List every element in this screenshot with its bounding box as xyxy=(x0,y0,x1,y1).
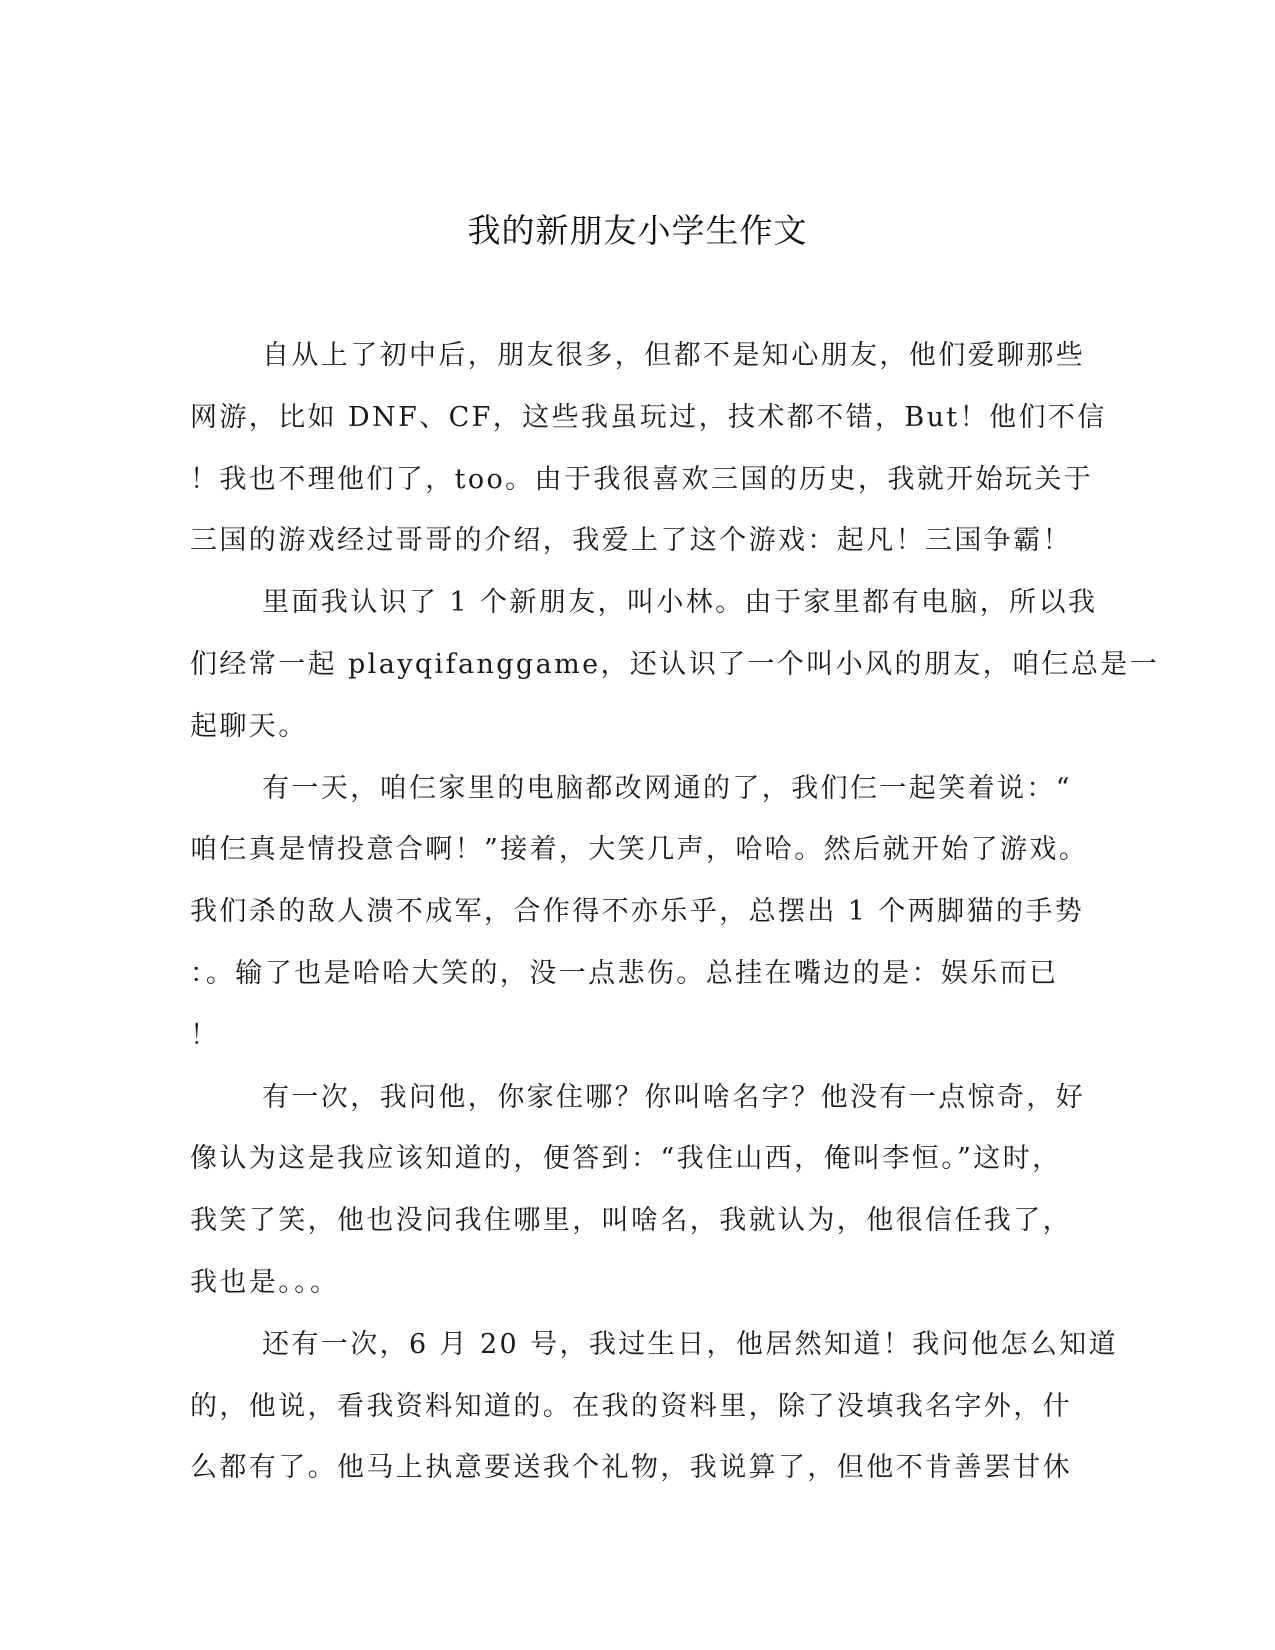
paragraph-line: 么都有了。他马上执意要送我个礼物，我说算了，但他不肯善罢甘休 xyxy=(190,1452,1072,1484)
paragraph-line: 的，他说，看我资料知道的。在我的资料里，除了没填我名字外，什 xyxy=(190,1390,1072,1422)
paragraph-line: 我笑了笑，他也没问我住哪里，叫啥名，我就认为，他很信任我了， xyxy=(190,1205,1072,1237)
paragraph-line: 我们杀的敌人溃不成军，合作得不亦乐乎，总摆出 1 个两脚猫的手势 xyxy=(190,896,1085,928)
paragraph-line: 网游，比如 DNF、CF，这些我虽玩过，技术都不错，But！他们不信 xyxy=(190,401,1107,433)
paragraph-line: 自从上了初中后，朋友很多，但都不是知心朋友，他们爱聊那些 xyxy=(262,340,1086,371)
document-body xyxy=(190,325,1160,1499)
paragraph-line: 我也是。。。 xyxy=(190,1266,340,1298)
paragraph-line: ！我也不理他们了，too。由于我很喜欢三国的历史，我就开始玩关于 xyxy=(190,463,1094,495)
paragraph-line: 还有一次，6 月 20 号，我过生日，他居然知道！我问他怎么知道 xyxy=(262,1328,1119,1360)
paragraph-line: 有一天，咱仨家里的电脑都改网通的了，我们仨一起笑着说：“ xyxy=(262,772,1073,804)
paragraph-line: 里面我认识了 1 个新朋友，叫小林。由于家里都有电脑，所以我 xyxy=(262,587,1098,619)
paragraph-line: 起聊天。 xyxy=(190,710,308,742)
paragraph-line: 有一次，我问他，你家住哪？你叫啥名字？他没有一点惊奇，好 xyxy=(262,1081,1086,1113)
paragraph-line: ！ xyxy=(190,1019,220,1051)
paragraph-line: 三国的游戏经过哥哥的介绍，我爱上了这个游戏：起凡！三国争霸！ xyxy=(190,525,1072,557)
paragraph-line: 们经常一起 playqifanggame，还认识了一个叫小风的朋友，咱仨总是一 xyxy=(190,648,1160,680)
paragraph-line: 咱仨真是情投意合啊！”接着，大笑几声，哈哈。然后就开始了游戏。 xyxy=(190,834,1089,866)
document-title: 我的新朋友小学生作文 xyxy=(467,211,808,250)
paragraph-line: 像认为这是我应该知道的，便答到：“我住山西，俺叫李恒。”这时， xyxy=(190,1143,1062,1175)
paragraph-line: ：。输了也是哈哈大笑的，没一点悲伤。总挂在嘴边的是：娱乐而已 xyxy=(190,957,1059,989)
